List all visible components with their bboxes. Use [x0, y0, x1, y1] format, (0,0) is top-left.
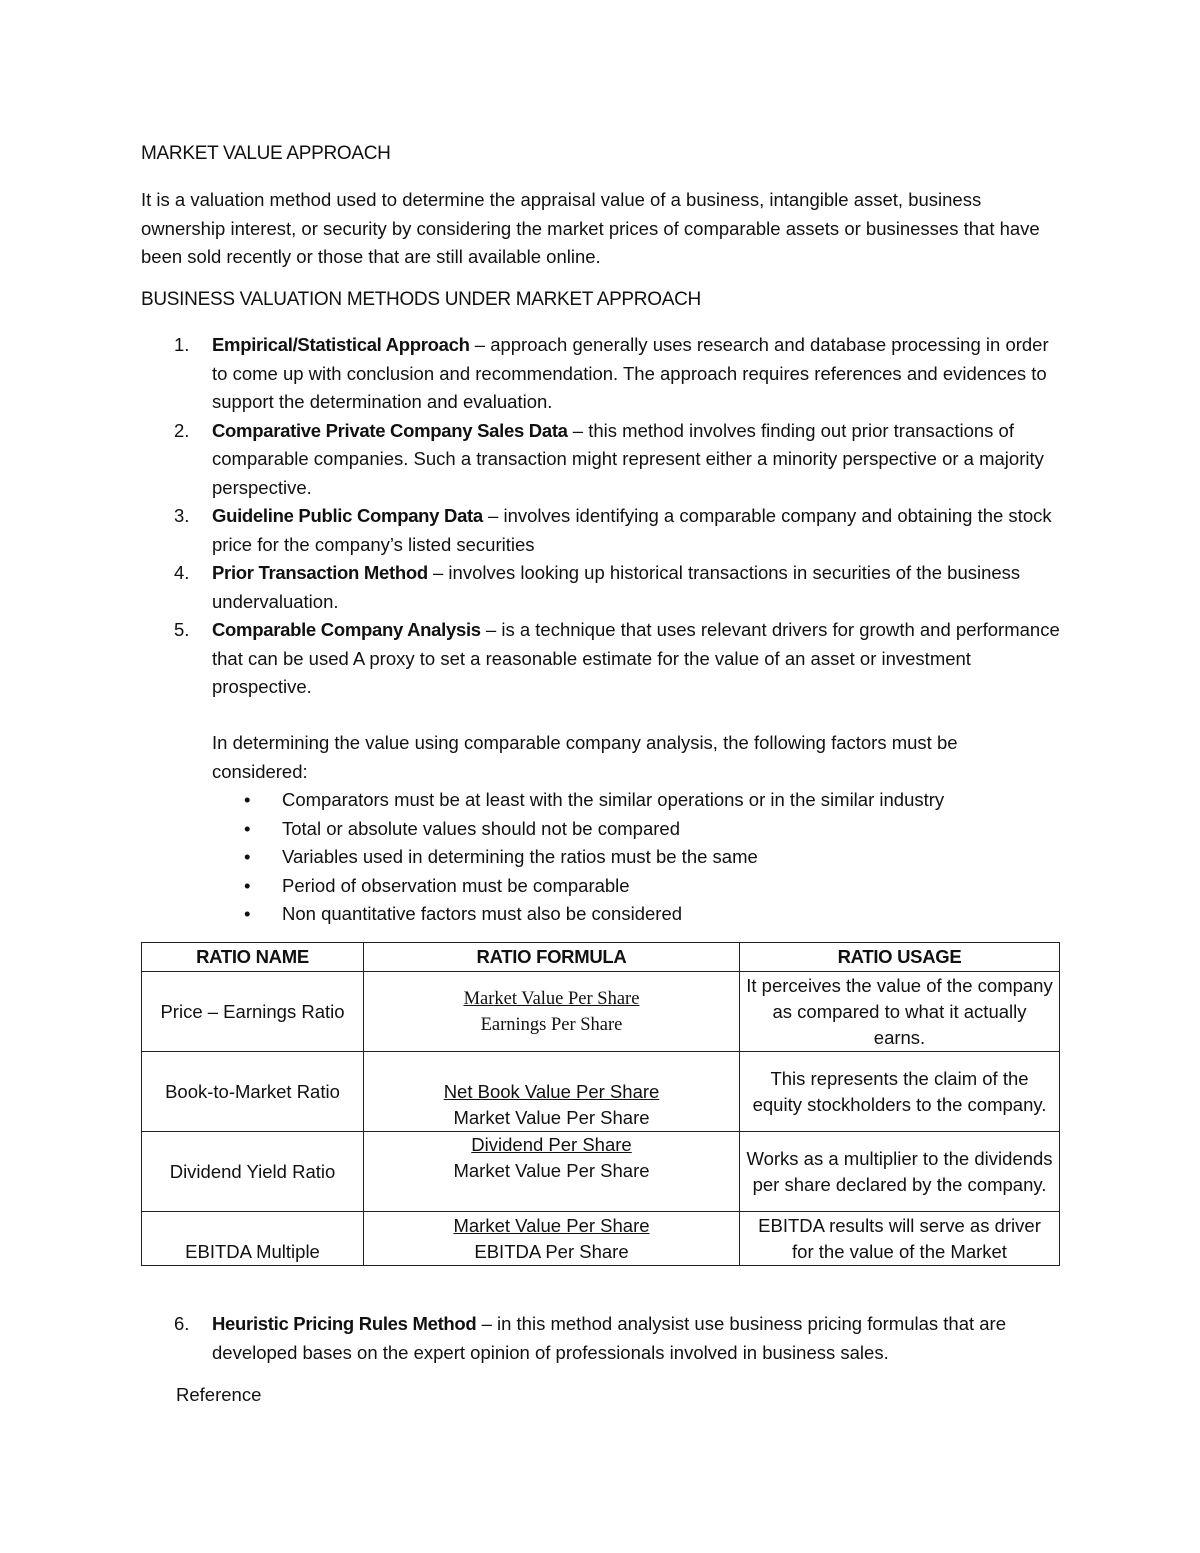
list-item — [141, 502, 1061, 559]
ratio-formula-cell — [364, 1132, 740, 1212]
column-header: RATIO USAGE — [740, 943, 1060, 972]
method-description: – involves identifying a comparable company and obtaining the stock price for the company’s listed securities — [212, 505, 1052, 555]
bullet-icon: • — [244, 817, 251, 839]
column-header: RATIO NAME — [142, 943, 364, 972]
list-item — [141, 417, 1061, 503]
method-name: Heuristic Pricing Rules Method — [212, 1313, 477, 1334]
method-description: – is a technique that uses relevant drivers for growth and performance that can be used A proxy to set a reasonable estimate for the value of an asset or investment prospective. — [212, 619, 1060, 697]
formula-denominator: EBITDA Per Share — [474, 1240, 629, 1262]
bullet-icon: • — [244, 874, 251, 896]
methods-list — [141, 331, 1061, 702]
formula-denominator: Market Value Per Share — [453, 1160, 650, 1181]
formula-numerator: Dividend Per Share — [471, 1134, 632, 1155]
method-description: – involves looking up historical transactions in securities of the business undervaluation. — [212, 562, 1021, 612]
page-title: MARKET VALUE APPROACH — [141, 143, 391, 164]
list-number: 4. — [174, 562, 190, 583]
method-description: – this method involves finding out prior transactions of comparable companies. Such a transaction might represent either a minority perspective or a majority perspective. — [212, 419, 1044, 498]
method-description: – in this method analysist use business pricing formulas that are developed bases on the expert opinion of professionals involved in business sales. — [212, 1313, 1007, 1363]
formula-numerator: Market Value Per Share — [463, 988, 640, 1009]
method-name: Guideline Public Company Data — [212, 505, 483, 526]
list-number: 1. — [174, 334, 190, 355]
ratio-usage-cell: EBITDA results will serve as driver for the value of the Market — [740, 1212, 1060, 1266]
formula-numerator: Market Value Per Share — [453, 1214, 650, 1236]
intro-paragraph: It is a valuation method used to determine the appraisal value of a business, intangible asset, business ownership interest, or security by considering the market prices of comparable assets or businesses that have been sold recently or those that are still available online. — [141, 189, 1040, 267]
section-heading: BUSINESS VALUATION METHODS UNDER MARKET APPROACH — [141, 289, 701, 310]
method-name: Empirical/Statistical Approach — [212, 334, 470, 355]
ratio-usage-cell: Works as a multiplier to the dividends per share declared by the company. — [740, 1132, 1060, 1212]
list-item — [141, 559, 1061, 616]
method-description: – approach generally uses research and database processing in order to come up with conclusion and recommendation. The approach requires references and evidences to support the determination and evaluation. — [212, 334, 1049, 412]
method-name: Comparative Private Company Sales Data — [212, 419, 568, 441]
list-item — [141, 1310, 1061, 1367]
ratio-formula-cell — [364, 972, 740, 1052]
ratio-name-cell: Price – Earnings Ratio — [142, 972, 364, 1052]
table-row — [142, 1052, 1060, 1132]
list-item: • Comparators must be at least with the similar operations or in the similar industry — [212, 786, 944, 815]
formula-denominator: Market Value Per Share — [453, 1107, 650, 1128]
list-number: 2. — [174, 419, 190, 441]
column-header: RATIO FORMULA — [364, 943, 740, 972]
list-item: • Period of observation must be comparable — [212, 872, 944, 901]
list-item — [141, 616, 1061, 702]
ratio-formula-cell — [364, 1052, 740, 1132]
methods-list-continued — [141, 1310, 1061, 1367]
formula-denominator: Earnings Per Share — [480, 1014, 623, 1035]
table-row — [142, 1132, 1060, 1212]
ratio-table — [141, 942, 1060, 1266]
ratio-usage-cell: This represents the claim of the equity stockholders to the company. — [740, 1052, 1060, 1132]
reference-label: Reference — [176, 1384, 262, 1405]
ratio-usage-cell: It perceives the value of the company as compared to what it actually earns. — [740, 972, 1060, 1052]
list-item: • Total or absolute values should not be compared — [212, 815, 944, 844]
bullet-icon: • — [244, 903, 251, 924]
method-name: Comparable Company Analysis — [212, 619, 481, 640]
list-item: • Non quantitative factors must also be considered — [212, 900, 944, 929]
factors-intro: In determining the value using comparable company analysis, the following factors must be considered: — [212, 732, 958, 782]
table-header-row — [142, 943, 1060, 972]
ratio-formula-cell — [364, 1212, 740, 1266]
ratio-name-cell: EBITDA Multiple — [142, 1212, 364, 1266]
list-number: 6. — [174, 1313, 190, 1334]
list-item — [141, 331, 1061, 417]
list-item: • Variables used in determining the ratios must be the same — [212, 843, 944, 872]
ratio-name-cell: Book-to-Market Ratio — [142, 1052, 364, 1132]
table-row — [142, 1212, 1060, 1266]
method-name: Prior Transaction Method — [212, 562, 428, 583]
list-number: 5. — [174, 619, 190, 640]
table-row — [142, 972, 1060, 1052]
bullet-icon: • — [244, 789, 251, 810]
factors-list — [212, 786, 944, 929]
formula-numerator: Net Book Value Per Share — [443, 1081, 660, 1102]
ratio-name-cell: Dividend Yield Ratio — [142, 1132, 364, 1212]
bullet-icon: • — [244, 846, 251, 867]
list-number: 3. — [174, 505, 190, 526]
